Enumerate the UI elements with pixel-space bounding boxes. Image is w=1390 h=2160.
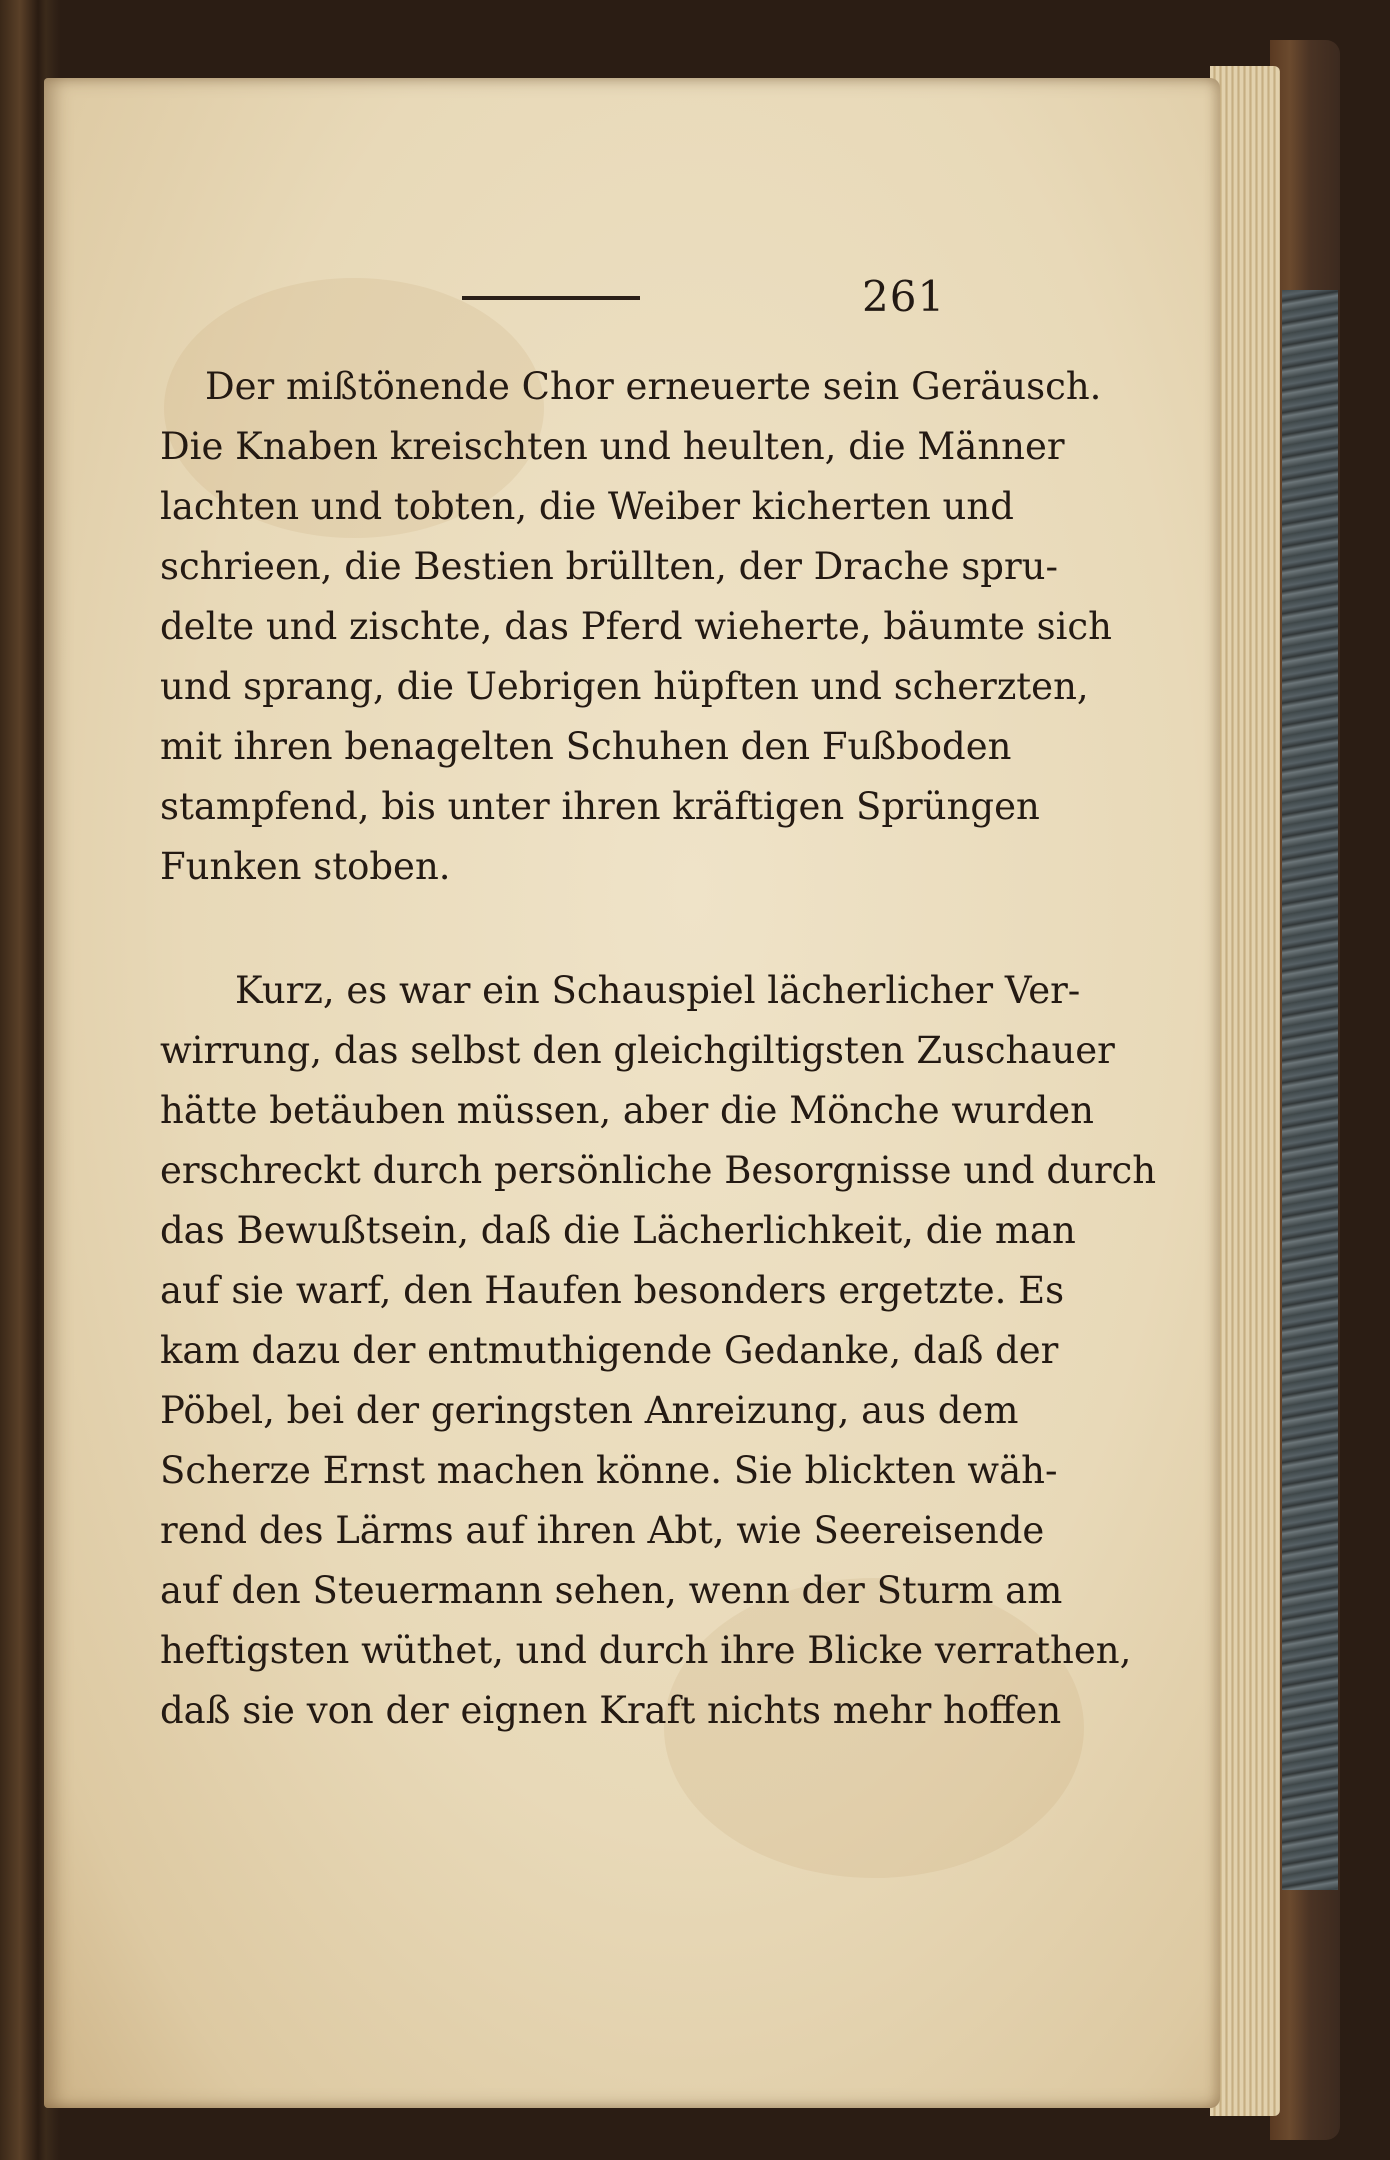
text-line: rend des Lärms auf ihren Abt, wie Seereisende — [160, 1509, 1045, 1552]
text-line: Pöbel, bei der geringsten Anreizung, aus dem — [160, 1389, 1019, 1432]
text-line: mit ihren benagelten Schuhen den Fußboden — [160, 725, 1012, 768]
text-line: erschreckt durch persönliche Besorgnisse und durch — [160, 1149, 1157, 1192]
text-line: auf den Steuermann sehen, wenn der Sturm am — [160, 1569, 1063, 1612]
text-line: Der mißtönende Chor erneuerte sein Geräusch. — [205, 365, 1102, 408]
header-rule — [462, 296, 640, 300]
text-line: Scherze Ernst machen könne. Sie blickten wäh- — [160, 1449, 1058, 1492]
page-number: 261 — [862, 272, 946, 321]
text-line: das Bewußtsein, daß die Lächerlichkeit, die man — [160, 1209, 1076, 1252]
text-line: Die Knaben kreischten und heulten, die Männer — [160, 425, 1065, 468]
marbled-cover — [1282, 290, 1338, 1890]
text-line: delte und zischte, das Pferd wieherte, bäumte sich — [160, 605, 1112, 648]
text-line: und sprang, die Uebrigen hüpften und scherzten, — [160, 665, 1089, 708]
text-line: Funken stoben. — [160, 845, 451, 888]
text-line: kam dazu der entmuthigende Gedanke, daß der — [160, 1329, 1059, 1372]
text-line: stampfend, bis unter ihren kräftigen Sprüngen — [160, 785, 1040, 828]
text-line: hätte betäuben müssen, aber die Mönche wurden — [160, 1089, 1094, 1132]
text-line: lachten und tobten, die Weiber kicherten und — [160, 485, 1014, 528]
text-line: heftigsten wüthet, und durch ihre Blicke verrathen, — [160, 1629, 1132, 1672]
text-line: auf sie warf, den Haufen besonders ergetzte. Es — [160, 1269, 1065, 1312]
text-line: wirrung, das selbst den gleichgiltigsten Zuschauer — [160, 1029, 1115, 1072]
text-line: Kurz, es war ein Schauspiel lächerlicher Ver- — [235, 969, 1081, 1012]
text-line: daß sie von der eignen Kraft nichts mehr hoffen — [160, 1689, 1062, 1732]
page-edges — [1210, 66, 1280, 2116]
text-line: schrieen, die Bestien brüllten, der Drache spru- — [160, 545, 1058, 588]
